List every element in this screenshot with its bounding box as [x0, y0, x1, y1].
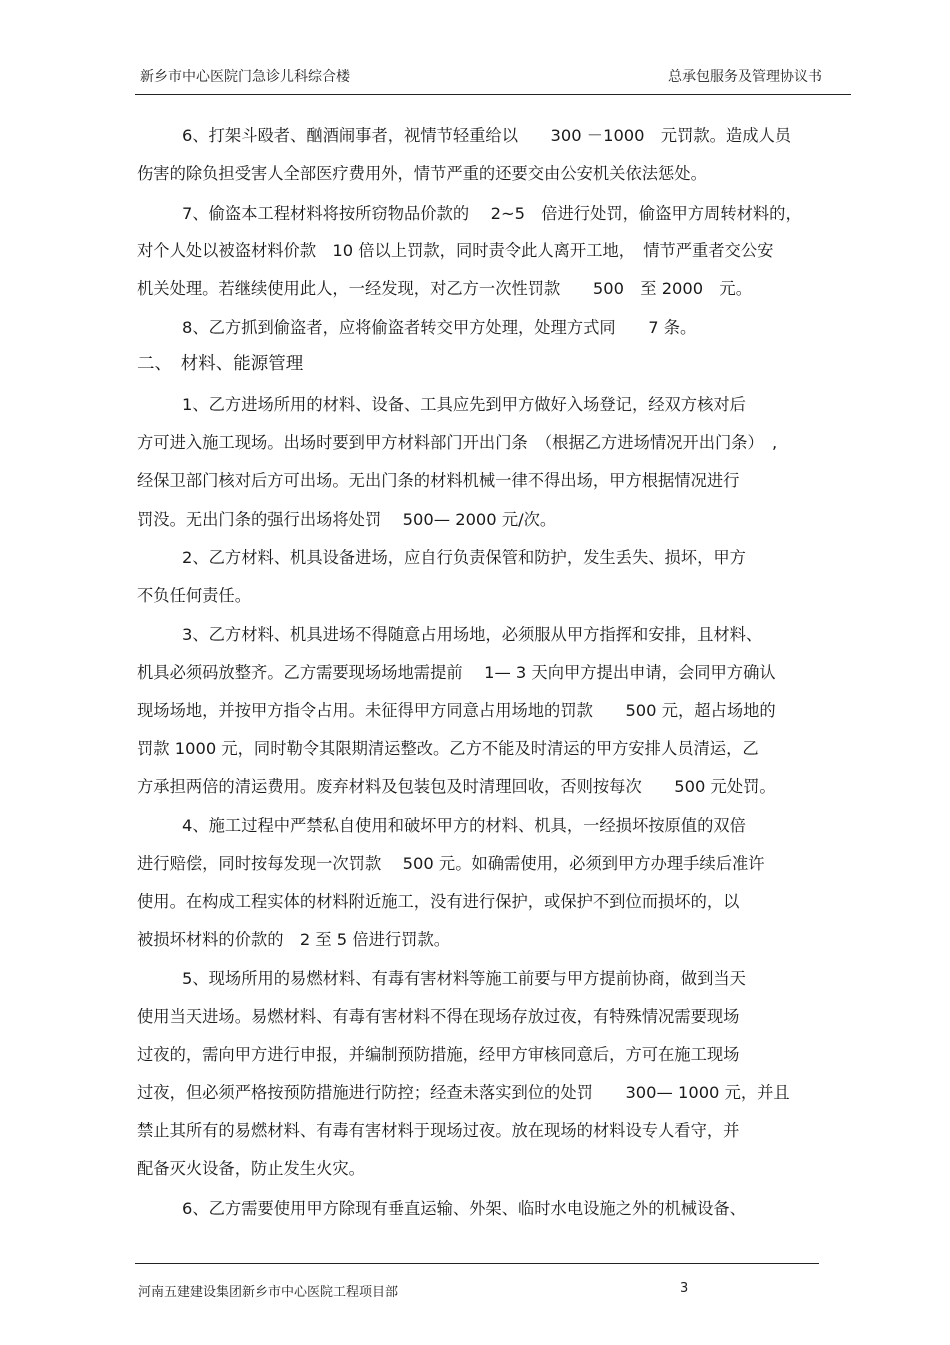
- text-line: 伤害的除负担受害人全部医疗费用外，情节严重的还要交由公安机关依法惩处。: [137, 164, 707, 183]
- text-line: 过夜，但必须严格按预防措施进行防控；经查未落实到位的处罚 300— 1000 元，并且: [137, 1083, 790, 1102]
- text-line: 使用当天进场。易燃材料、有毒有害材料不得在现场存放过夜，有特殊情况需要现场: [137, 1007, 740, 1026]
- footer-rule: [135, 1263, 819, 1264]
- text-line: 2、乙方材料、机具设备进场，应自行负责保管和防护，发生丢失、损坏，甲方: [182, 548, 746, 567]
- text-line: 进行赔偿，同时按每发现一次罚款 500 元。如确需使用，必须到甲方办理手续后准许: [137, 854, 765, 873]
- footer-organization: 河南五建建设集团新乡市中心医院工程项目部: [138, 1285, 399, 1300]
- text-line: 1、乙方进场所用的材料、设备、工具应先到甲方做好入场登记，经双方核对后: [182, 395, 746, 414]
- text-line: 现场场地，并按甲方指令占用。未征得甲方同意占用场地的罚款 500 元，超占场地的: [137, 701, 776, 720]
- text-line: 罚款 1000 元，同时勒令其限期清运整改。乙方不能及时清运的甲方安排人员清运，乙: [137, 739, 759, 758]
- header-document-title: 总承包服务及管理协议书: [668, 69, 822, 85]
- text-line: 被损坏材料的价款的 2 至 5 倍进行罚款。: [137, 930, 451, 949]
- text-line: 方可进入施工现场。出场时要到甲方材料部门开出门条 （根据乙方进场情况开出门条） ,: [137, 433, 778, 452]
- text-line: 不负任何责任。: [137, 586, 251, 605]
- text-line: 6、乙方需要使用甲方除现有垂直运输、外架、临时水电设施之外的机械设备、: [182, 1199, 746, 1218]
- section-heading: 二、 材料、能源管理: [137, 354, 304, 374]
- text-line: 经保卫部门核对后方可出场。无出门条的材料机械一律不得出场，甲方根据情况进行: [137, 471, 740, 490]
- text-line: 7、偷盗本工程材料将按所窃物品价款的 2~5 倍进行处罚，偷盗甲方周转材料的，: [182, 204, 802, 223]
- text-line: 3、乙方材料、机具进场不得随意占用场地，必须服从甲方指挥和安排，且材料、: [182, 625, 763, 644]
- text-line: 罚没。无出门条的强行出场将处罚 500— 2000 元/次。: [137, 510, 557, 529]
- text-line: 使用。在构成工程实体的材料附近施工，没有进行保护，或保护不到位而损坏的，以: [137, 892, 740, 911]
- text-line: 配备灭火设备，防止发生火灾。: [137, 1159, 365, 1178]
- text-line: 对个人处以被盗材料价款 10 倍以上罚款，同时责令此人离开工地， 情节严重者交公安: [137, 241, 774, 260]
- text-line: 5、现场所用的易燃材料、有毒有害材料等施工前要与甲方提前协商，做到当天: [182, 969, 746, 988]
- text-line: 机关处理。若继续使用此人，一经发现，对乙方一次性罚款 500 至 2000 元。: [137, 279, 752, 298]
- text-line: 方承担两倍的清运费用。废弃材料及包装包及时清理回收，否则按每次 500 元处罚。: [137, 777, 776, 796]
- header-project-name: 新乡市中心医院门急诊儿科综合楼: [140, 69, 350, 85]
- text-line: 机具必须码放整齐。乙方需要现场场地需提前 1— 3 天向甲方提出申请，会同甲方确认: [137, 663, 776, 682]
- header-rule: [135, 94, 851, 95]
- text-line: 4、施工过程中严禁私自使用和破坏甲方的材料、机具，一经损坏按原值的双倍: [182, 816, 746, 835]
- text-line: 禁止其所有的易燃材料、有毒有害材料于现场过夜。放在现场的材料设专人看守，并: [137, 1121, 740, 1140]
- text-line: 8、乙方抓到偷盗者，应将偷盗者转交甲方处理，处理方式同 7 条。: [182, 318, 697, 337]
- text-line: 过夜的，需向甲方进行申报，并编制预防措施，经甲方审核同意后，方可在施工现场: [137, 1045, 740, 1064]
- text-line: 6、打架斗殴者、酗酒闹事者，视情节轻重给以 300 －1000 元罚款。造成人员: [182, 126, 792, 145]
- page-number: 3: [680, 1281, 689, 1296]
